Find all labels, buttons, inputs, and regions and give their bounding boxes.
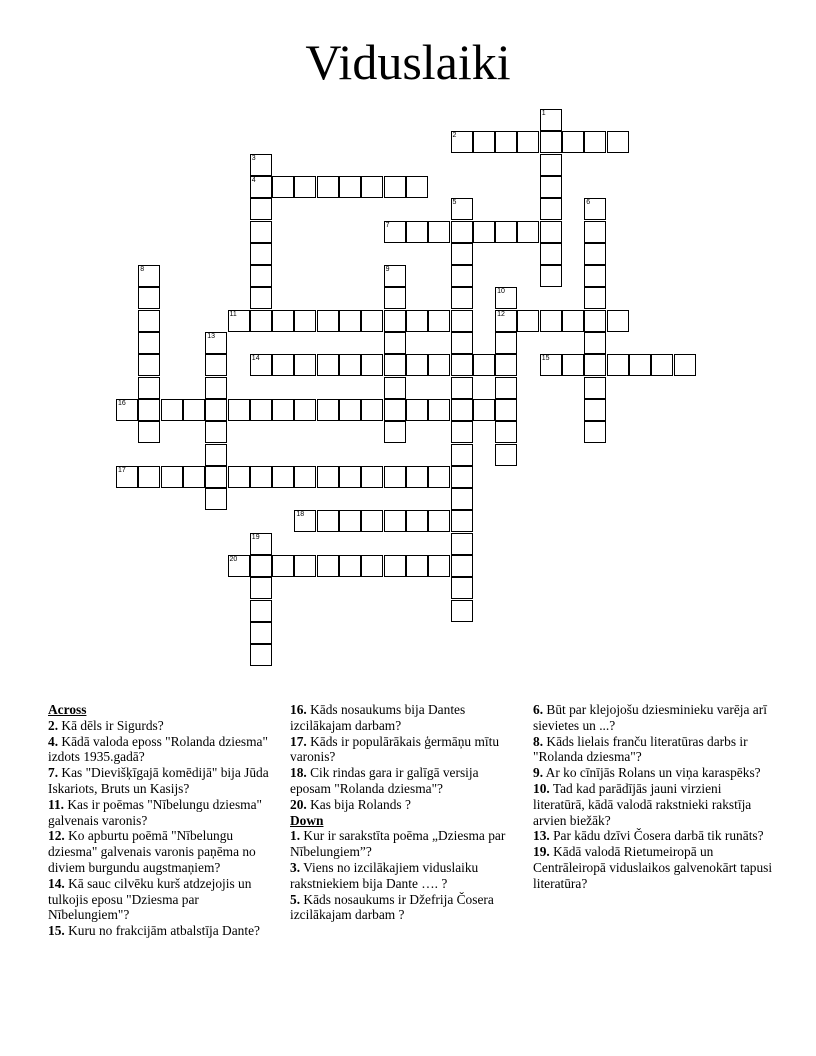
grid-cell[interactable] [250,243,272,265]
grid-cell[interactable] [451,510,473,532]
grid-cell[interactable] [584,198,606,220]
grid-cell[interactable] [339,399,361,421]
grid-cell[interactable] [495,310,517,332]
clue-column-1 [48,702,280,939]
grid-cell[interactable] [205,377,227,399]
grid-cell[interactable] [138,287,160,309]
grid-cell[interactable] [451,577,473,599]
clue-across-18: 18. Cik rindas gara ir galīgā versija eposam "Rolanda dziesma"? [290,765,479,796]
grid-cell[interactable] [138,377,160,399]
clue-down-6: 6. Būt par klejojošu dziesminieku varēja arī sievietes un ...? [533,702,767,733]
grid-cell[interactable] [584,243,606,265]
clue-number: 20 [229,556,238,563]
clue-number: 11 [229,310,237,318]
grid-cell[interactable] [451,332,473,354]
grid-cell[interactable] [451,421,473,443]
grid-cell[interactable] [540,243,562,265]
grid-cell[interactable] [339,310,361,332]
grid-cell[interactable] [607,131,629,153]
grid-cell[interactable] [228,466,250,488]
grid-cell[interactable] [361,310,383,332]
grid-cell[interactable] [138,265,160,287]
down-header: Down [290,812,324,828]
grid-cell[interactable] [250,198,272,220]
clue-across-7: 7. Kas "Dievišķīgajā komēdijā" bija Jūda Iskariots, Bruts un Kasijs? [48,765,269,796]
grid-cell[interactable] [317,510,339,532]
grid-cell[interactable] [339,510,361,532]
grid-cell[interactable] [629,354,651,376]
grid-cell[interactable] [473,221,495,243]
grid-cell[interactable] [183,399,205,421]
grid-cell[interactable] [495,421,517,443]
grid-cell[interactable] [250,622,272,644]
grid-cell[interactable] [272,310,294,332]
grid-cell[interactable] [451,600,473,622]
grid-cell[interactable] [495,332,517,354]
grid-cell[interactable] [294,310,316,332]
grid-cell[interactable] [384,466,406,488]
grid-cell[interactable] [584,399,606,421]
grid-cell[interactable] [451,265,473,287]
grid-cell[interactable] [339,466,361,488]
grid-cell[interactable] [294,510,316,532]
grid-cell[interactable] [517,310,539,332]
grid-cell[interactable] [138,354,160,376]
grid-cell[interactable] [473,354,495,376]
grid-cell[interactable] [250,287,272,309]
grid-cell[interactable] [451,377,473,399]
grid-cell[interactable] [384,221,406,243]
clue-number: 12 [497,310,505,318]
grid-cell[interactable] [584,221,606,243]
grid-cell[interactable] [250,154,272,176]
clue-number: 2 [452,132,457,140]
grid-cell[interactable] [384,555,406,577]
grid-cell[interactable] [451,444,473,466]
grid-cell[interactable] [384,265,406,287]
grid-cell[interactable] [361,510,383,532]
grid-cell[interactable] [406,399,428,421]
grid-cell[interactable] [451,466,473,488]
grid-cell[interactable] [540,154,562,176]
clue-down-19: 19. Kādā valodā Rietumeiropā un Centrāleiropā viduslaikos galvenokārt tapusi literatūra? [533,844,773,891]
grid-cell[interactable] [384,354,406,376]
grid-cell[interactable] [540,221,562,243]
grid-cell[interactable] [517,131,539,153]
grid-cell[interactable] [205,399,227,421]
grid-cell[interactable] [495,444,517,466]
grid-cell[interactable] [584,265,606,287]
grid-cell[interactable] [272,466,294,488]
clue-number: 13 [207,333,215,340]
grid-cell[interactable] [451,131,473,153]
grid-cell[interactable] [250,600,272,622]
grid-cell[interactable] [384,310,406,332]
grid-cell[interactable] [205,421,227,443]
grid-cell[interactable] [272,354,294,376]
clue-down-3: 3. Viens no izcilākajiem viduslaiku rakstniekiem bija Dante …. ? [290,859,479,891]
clue-down-9: 9. Ar ko cīnījās Rolans un viņa karaspēks? [533,765,761,781]
grid-cell[interactable] [272,555,294,577]
grid-cell[interactable] [495,287,517,309]
grid-cell[interactable] [495,221,517,243]
grid-cell[interactable] [562,354,584,376]
clue-number: 10 [497,288,505,296]
clue-down-1: 1. Kur ir sarakstīta poēma „Dziesma par Nībelungiem”? [290,828,506,860]
grid-cell[interactable] [250,354,272,376]
grid-cell[interactable] [138,399,160,421]
clue-across-16: 16. Kāds nosaukums bija Dantes izcilākajam darbam? [290,702,466,733]
grid-cell[interactable] [317,466,339,488]
clue-down-13: 13. Par kādu dzīvi Čosera darbā tik runāts? [533,828,764,844]
grid-cell[interactable] [138,332,160,354]
grid-cell[interactable] [584,287,606,309]
grid-cell[interactable] [384,176,406,198]
grid-cell[interactable] [584,354,606,376]
grid-cell[interactable] [540,176,562,198]
clue-number: 16 [118,399,126,407]
grid-cell[interactable] [517,221,539,243]
grid-cell[interactable] [451,221,473,243]
grid-cell[interactable] [205,488,227,510]
grid-cell[interactable] [428,510,450,532]
grid-cell[interactable] [406,466,428,488]
grid-cell[interactable] [540,109,562,131]
grid-cell[interactable] [540,265,562,287]
grid-cell[interactable] [116,399,138,421]
clue-number: 14 [251,355,260,363]
grid-cell[interactable] [205,444,227,466]
grid-cell[interactable] [250,310,272,332]
grid-cell[interactable] [138,421,160,443]
grid-cell[interactable] [116,466,138,488]
grid-cell[interactable] [451,555,473,577]
grid-cell[interactable] [562,310,584,332]
clue-number: 18 [296,511,305,519]
grid-cell[interactable] [317,354,339,376]
grid-cell[interactable] [540,131,562,153]
grid-cell[interactable] [584,377,606,399]
grid-cell[interactable] [384,332,406,354]
grid-cell[interactable] [205,466,227,488]
grid-cell[interactable] [228,399,250,421]
grid-cell[interactable] [428,354,450,376]
grid-cell[interactable] [294,466,316,488]
grid-cell[interactable] [495,131,517,153]
grid-cell[interactable] [384,287,406,309]
grid-cell[interactable] [250,265,272,287]
grid-cell[interactable] [451,310,473,332]
grid-cell[interactable] [138,466,160,488]
grid-cell[interactable] [228,310,250,332]
grid-cell[interactable] [607,310,629,332]
clue-across-17: 17. Kāds ir populārākais ģermāņu mītu varonis? [290,733,500,765]
grid-cell[interactable] [361,466,383,488]
grid-cell[interactable] [250,555,272,577]
grid-cell[interactable] [428,221,450,243]
clue-across-20: 20. Kas bija Rolands ? [290,796,411,812]
grid-cell[interactable] [473,399,495,421]
grid-cell[interactable] [294,176,316,198]
clue-column-3 [533,702,773,892]
grid-cell[interactable] [451,198,473,220]
grid-cell[interactable] [584,421,606,443]
grid-cell[interactable] [451,533,473,555]
grid-cell[interactable] [161,466,183,488]
grid-cell[interactable] [406,176,428,198]
grid-cell[interactable] [428,555,450,577]
grid-cell[interactable] [406,555,428,577]
grid-cell[interactable] [250,399,272,421]
grid-cell[interactable] [272,399,294,421]
clue-across-2: 2. Kā dēls ir Sigurds? [48,717,164,733]
grid-cell[interactable] [250,176,272,198]
clue-across-12: 12. Ko apburtu poēmā "Nībelungu dziesma" galvenais varonis paņēma no diviem burgundu augstmaņiem? [48,828,256,875]
grid-cell[interactable] [205,354,227,376]
grid-cell[interactable] [428,466,450,488]
grid-cell[interactable] [384,421,406,443]
grid-cell[interactable] [451,488,473,510]
clue-number: 15 [541,355,550,363]
grid-cell[interactable] [250,466,272,488]
clue-down-10: 10. Tad kad parādījās jauni virzieni literatūrā, kādā valodā rakstnieki rakstīja arvien biežāk? [533,780,752,828]
grid-cell[interactable] [294,354,316,376]
grid-cell[interactable] [294,555,316,577]
clue-number: 19 [251,533,260,541]
clue-number: 3 [251,154,256,162]
grid-cell[interactable] [428,310,450,332]
grid-cell[interactable] [451,243,473,265]
grid-cell[interactable] [495,354,517,376]
grid-cell[interactable] [361,354,383,376]
grid-cell[interactable] [339,555,361,577]
grid-cell[interactable] [584,310,606,332]
grid-cell[interactable] [161,399,183,421]
grid-cell[interactable] [384,377,406,399]
grid-cell[interactable] [361,555,383,577]
grid-cell[interactable] [183,466,205,488]
clue-number: 6 [586,199,591,207]
grid-cell[interactable] [451,287,473,309]
grid-cell[interactable] [294,399,316,421]
grid-cell[interactable] [361,176,383,198]
clue-across-14: 14. Kā sauc cilvēku kurš atdzejojis un tulkojis eposu "Dziesma par Nībelungiem"? [48,875,252,923]
grid-cell[interactable] [562,131,584,153]
clue-across-11: 11. Kas ir poēmas "Nībelungu dziesma" galvenais varonis? [48,796,262,828]
grid-cell[interactable] [406,310,428,332]
grid-cell[interactable] [339,354,361,376]
grid-cell[interactable] [384,399,406,421]
clue-number: 1 [541,110,546,117]
grid-cell[interactable] [406,354,428,376]
clue-number: 5 [452,199,457,207]
grid-cell[interactable] [384,510,406,532]
clue-number: 17 [118,466,126,474]
grid-cell[interactable] [138,310,160,332]
grid-cell[interactable] [250,533,272,555]
grid-cell[interactable] [317,310,339,332]
clue-column-2 [290,702,522,923]
grid-cell[interactable] [406,221,428,243]
puzzle-title: Viduslaiki [305,34,511,90]
grid-cell[interactable] [584,131,606,153]
grid-cell[interactable] [495,377,517,399]
grid-cell[interactable] [317,399,339,421]
grid-cell[interactable] [540,354,562,376]
grid-cell[interactable] [406,510,428,532]
clue-number: 4 [251,176,256,184]
grid-cell[interactable] [250,221,272,243]
grid-cell[interactable] [361,399,383,421]
grid-cell[interactable] [250,577,272,599]
grid-cell[interactable] [607,354,629,376]
grid-cell[interactable] [317,176,339,198]
across-header: Across [48,702,87,717]
grid-cell[interactable] [250,644,272,666]
clue-across-15: 15. Kuru no frakcijām atbalstīja Dante? [48,923,260,939]
grid-cell[interactable] [584,332,606,354]
clue-down-5: 5. Kāds nosaukums ir Džefrija Čosera izcilākajam darbam ? [290,891,494,923]
grid-cell[interactable] [339,176,361,198]
grid-cell[interactable] [428,399,450,421]
grid-cell[interactable] [473,131,495,153]
grid-cell[interactable] [205,332,227,354]
clue-number: 9 [385,266,390,274]
grid-cell[interactable] [674,354,696,376]
clue-number: 8 [140,266,145,274]
grid-cell[interactable] [495,399,517,421]
clue-down-8: 8. Kāds lielais franču literatūras darbs ir "Rolanda dziesma"? [533,733,748,765]
grid-cell[interactable] [272,176,294,198]
clue-across-4: 4. Kādā valoda eposs "Rolanda dziesma" izdots 1935.gadā? [48,733,268,765]
grid-cell[interactable] [451,354,473,376]
grid-cell[interactable] [317,555,339,577]
grid-cell[interactable] [451,399,473,421]
clue-number: 7 [385,221,390,229]
grid-cell[interactable] [540,198,562,220]
grid-cell[interactable] [228,555,250,577]
grid-cell[interactable] [651,354,673,376]
grid-cell[interactable] [540,310,562,332]
